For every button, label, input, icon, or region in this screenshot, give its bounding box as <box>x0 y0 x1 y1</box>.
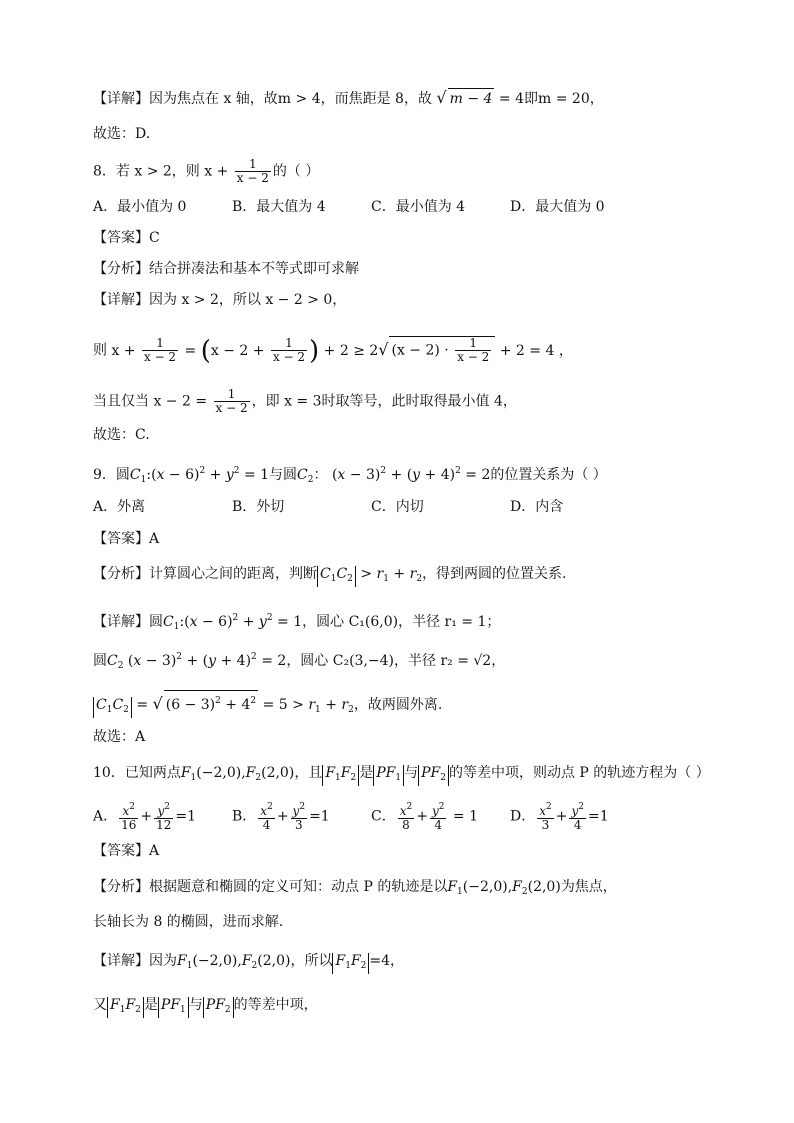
q9-detail-line1: 【详解】圆$C_1:(x - 6)^2 + y^2 = 1$，圆心 C₁(6,0)，半径 r₁ = 1； <box>93 613 501 632</box>
q10-analysis-foci: $F_1(-2,0),F_2(2,0)$ <box>447 879 561 897</box>
analysis-label: 【分析】 <box>93 566 149 582</box>
choose-label: 故选： <box>93 427 135 443</box>
q7-choose-value: D. <box>135 126 151 142</box>
q10-option-c-label: C． <box>371 808 396 825</box>
q10-detail-line2 <box>93 995 318 1018</box>
detail-label: 【详解】 <box>93 614 149 630</box>
q8-analysis-line <box>93 259 359 279</box>
q8-equality-line <box>93 388 517 415</box>
q9-c2-eq: $C_2$： $(x - 3)^2 + (y + 4)^2 = 2$ <box>297 466 491 485</box>
q8-stem <box>93 158 319 185</box>
choose-label: 故选： <box>93 126 135 142</box>
q8-derivation-line <box>93 336 573 364</box>
q10-detail-expr: $F_1F_2 =4$， <box>332 953 404 969</box>
q9-analysis-pre: 计算圆心之间的距离，判断 <box>149 566 317 582</box>
detail-label: 【详解】 <box>93 91 149 107</box>
q8-detail-text: 因为 x > 2，所以 x − 2 > 0， <box>149 292 347 308</box>
choose-label: 故选： <box>93 729 135 745</box>
q8-equality-tail: ，即 x = 3时取等号，此时取得最小值 4， <box>251 393 517 410</box>
q9-stem: 9．圆$C_1:(x - 6)^2 + y^2 = 1$与圆$C_2$： $(x - 3)^2 + (y + 4)^2 = 2$的位置关系为（ ） <box>93 466 607 485</box>
q10-option-d-label: D． <box>510 808 536 825</box>
q10-stem-number: 10．已知两点 <box>93 765 181 781</box>
q9-option-c: C．内切 <box>371 499 424 515</box>
q10-detail-foci: $F_1(-2,0),F_2(2,0)$ <box>177 953 291 971</box>
q10-analysis-line1 <box>93 877 617 902</box>
q8-equality-text: 当且仅当 x − 2 = <box>93 393 208 410</box>
q9-option-a: A．外离 <box>93 499 146 515</box>
q10-stem-expr: $F_1F_2$ 是 $PF_1$ 与 $PF_2$ <box>322 765 449 781</box>
q9-answer-line <box>93 529 159 549</box>
q9-detail-c1-eq: $C_1:(x - 6)^2 + y^2 = 1$ <box>163 613 303 632</box>
q10-analysis-text2: 长轴长为 8 的椭圆，进而求解. <box>93 914 284 930</box>
q10-answer-line <box>93 841 159 861</box>
analysis-label: 【分析】 <box>93 879 149 895</box>
q9-stem-tail: 的位置关系为（ ） <box>490 467 607 483</box>
q9-choose-value: A <box>135 729 146 745</box>
q8-equality-fraction: $\frac{1}{x - 2}$ <box>215 387 248 415</box>
q10-stem-tail: 的等差中项，则动点 P 的轨迹方程为（ ） <box>448 765 710 781</box>
q10-option-a-label: A． <box>93 808 118 825</box>
q8-choose-line <box>93 425 150 445</box>
q8-derivation-expr: x + $\frac{1}{x - 2}$ = (x − 2 + $\frac{1}{x - 2}$ ) + 2 ≥ 2√ (x − 2) · $\frac{1}{x - 2}$ + 2 = 4 ， <box>111 335 573 366</box>
q10-analysis-tail: 为焦点， <box>560 879 617 895</box>
q7-detail-line <box>93 88 604 109</box>
q10-option-b-label: B． <box>232 808 257 825</box>
q10-answer-value: A <box>149 843 160 859</box>
q8-choose-value: C. <box>135 427 150 443</box>
q10-analysis-text: 根据题意和椭圆的定义可知：动点 P 的轨迹是以 <box>149 879 448 895</box>
answer-label: 【答案】 <box>93 230 149 246</box>
q9-c1-eq: $C_1:(x - 6)^2 + y^2 = 1$ <box>129 466 270 485</box>
q10-stem <box>93 763 710 788</box>
q9-distance-tail: ，故两圆外离. <box>353 697 443 713</box>
q10-option-d: D． $\frac{x^2}{3}$ + $\frac{y^2}{4}$ =1 <box>510 802 609 832</box>
q9-choose-line <box>93 727 145 747</box>
q9-analysis-post: ，得到两圆的位置关系. <box>422 566 567 582</box>
q8-option-c: C．最小值为 4 <box>371 199 466 215</box>
q8-answer-value: C <box>149 230 160 246</box>
q9-analysis-line <box>93 564 567 589</box>
q8-stem-tail: 的（ ） <box>272 163 320 180</box>
q10-option-c: C． $\frac{x^2}{8}$ + $\frac{y^2}{4}$ = 1 <box>371 802 479 832</box>
answer-label: 【答案】 <box>93 531 149 547</box>
q7-choose-line <box>93 124 150 144</box>
q9-analysis-expr: $C_1C_2 > r_1 + r_2$ <box>317 566 422 582</box>
q10-option-a: A． $\frac{x^2}{16}$ + $\frac{y^2}{12}$ =1 <box>93 802 197 832</box>
q9-option-d: D．内含 <box>510 499 564 515</box>
q10-foci: $F_1(-2,0),F_2(2,0)$ <box>180 765 295 783</box>
q7-detail-tail: 即m = 20， <box>524 91 604 107</box>
q10-detail-tail: ，所以 <box>290 953 333 969</box>
q10-stem-mid: ，且 <box>294 765 323 781</box>
q9-stem-number: 9．圆 <box>93 467 130 483</box>
q10-detail-expr2: $F_1F_2$ 是 $PF_1$ 与 $PF_2$ <box>107 997 234 1013</box>
q7-detail-text: 因为焦点在 x 轴，故m > 4，而焦距是 8，故 <box>149 91 432 107</box>
q9-option-b: B．外切 <box>232 499 285 515</box>
detail-label: 【详解】 <box>93 292 149 308</box>
detail-label: 【详解】 <box>93 953 149 969</box>
q9-distance-expr: $C_1C_2$ = √ $(6 - 3)^2 + 4^2 = 5 > r_1 + r_2$ <box>93 697 354 713</box>
q10-analysis-line2 <box>93 912 283 932</box>
q8-option-a: A．最小值为 0 <box>93 199 187 215</box>
q8-answer-line <box>93 228 160 248</box>
q8-detail-line <box>93 290 346 310</box>
q7-sqrt-expr: √ m − 4 = 4 <box>436 88 524 107</box>
q8-analysis-text: 结合拼凑法和基本不等式即可求解 <box>149 261 359 277</box>
q10-option-b: B． $\frac{x^2}{4}$ + $\frac{y^2}{3}$ =1 <box>232 802 330 832</box>
q10-detail-text: 因为 <box>149 953 177 969</box>
answer-label: 【答案】 <box>93 843 149 859</box>
q10-detail-text2: 又 <box>93 997 107 1013</box>
q10-detail-tail2: 的等差中项， <box>233 997 318 1013</box>
q9-detail-c2-tail: ，圆心 C₂(3,−4)，半径 r₂ = √2， <box>286 653 506 669</box>
q9-detail-c1-tail: ，圆心 C₁(6,0)，半径 r₁ = 1； <box>302 614 501 630</box>
q8-option-b: B．最大值为 4 <box>232 199 326 215</box>
q9-answer-value: A <box>149 531 160 547</box>
q9-detail-line2: 圆$C_2$ $(x - 3)^2 + (y + 4)^2 = 2$，圆心 C₂(3,−4)，半径 r₂ = √2， <box>93 652 506 671</box>
q8-then: 则 <box>93 342 107 359</box>
q8-fraction: $\frac{1}{x - 2}$ <box>236 157 269 185</box>
q8-option-d: D．最大值为 0 <box>510 199 605 215</box>
q9-distance-line <box>93 690 442 720</box>
q8-stem-text: 8．若 x > 2，则 x + <box>93 163 229 180</box>
q9-detail-c2-eq: $C_2$ $(x - 3)^2 + (y + 4)^2 = 2$ <box>107 652 287 671</box>
q10-detail-line1 <box>93 951 404 976</box>
analysis-label: 【分析】 <box>93 261 149 277</box>
